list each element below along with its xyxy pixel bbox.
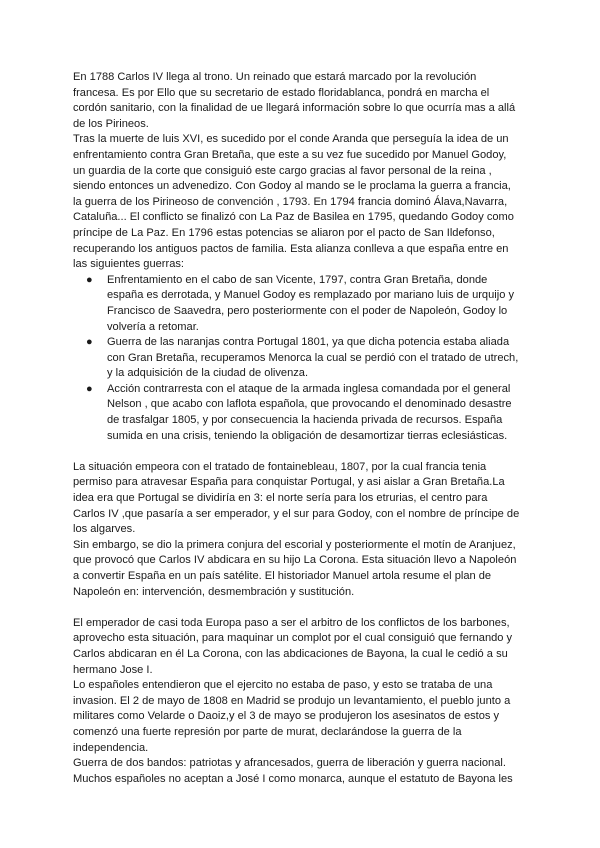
bullet-icon: ● [86,273,93,286]
list-item [83,273,520,335]
bullet-icon: ● [86,382,93,395]
list-item-text: Guerra de las naranjas contra Portugal 1801, ya que dicha potencia estaba aliada con Gran Bretaña, recuperamos Menorca la cual se perdió con el tratado de utrech, y la adquisición de la ciudad de olivenza. [107,336,519,380]
paragraph-fontainebleau: La situación empeora con el tratado de fontainebleau, 1807, por la cual francia tenia permiso para atravesar España para conquistar Portugal, y asi aislar a Gran Bretaña.La idea era que Portugal se dividiría en 3: el norte sería para los etrurias, el centro para Carlos IV ,que pasaría a ser emperador, y el sur para Godoy, con el nombre de príncipe de los algarves. [73,460,520,536]
paragraph-bayona: El emperador de casi toda Europa paso a ser el arbitro de los conflictos de los barbones, aprovecho esta situación, para maquinar un complot por el cual consiguió que fernando y Carlos abdicaran en él La Corona, con las abdicaciones de Bayona, la cual le cedió a su hermano Jose I. [73,616,513,676]
list-item-text: Acción contrarresta con el ataque de la armada inglesa comandada por el general Nelson , que acabo con laflota española, que provocando el denominado desastre de trasfalgar 1805, y por consecuencia la hacienda privada de recursos. España sumida en una crisis, teniendo la obligación de desamortizar tierras eclesiásticas. [107,382,512,442]
paragraph-godoy: Tras la muerte de luis XVI, es sucedido por el conde Aranda que perseguía la idea de un enfrentamiento contra Gran Bretaña, que este a su vez fue sucedido por Manuel Godoy, un guardia de la corte que consiguió este cargo gracias al favor personal de la reina , siendo entonces un advenedizo. Con Godoy al mando se le proclama la guerra a francia, la guerra de los Pirineoso de convención , 1793. En 1794 francia dominó Álava,Navarra, Cataluña... El conflicto se finalizó con La Paz de Basilea en 1795, quedando Godoy como príncipe de La Paz. En 1796 estas potencias se aliaron por el pacto de San Ildefonso, recuperando los antiguos pactos de familia. Esta alianza conlleva a que españa entre en las siguientes guerras: [73,133,514,271]
paragraph-aranjuez: Sin embargo, se dio la primera conjura del escorial y posteriormente el motín de Aranjuez, que provocó que Carlos IV abdicara en su hijo La Corona. Esta situación llevo a Napoleón a convertir España en un país satélite. El historiador Manuel artola resume el plan de Napoleón en: intervención, desmembración y sustitución. [73,538,517,598]
bullet-icon: ● [86,336,93,349]
paragraph-dos-bandos: Guerra de dos bandos: patriotas y afrancesados, guerra de liberación y guerra nacional. Muchos españoles no aceptan a José I como monarca, aunque el estatuto de Bayona les [73,757,513,785]
paragraph-dos-de-mayo: Lo españoles entendieron que el ejercito no estaba de paso, y esto se trataba de una invasion. El 2 de mayo de 1808 en Madrid se produjo un levantamiento, el pueblo junto a militares como Velarde o Daoiz,y el 3 de mayo se produjeron los asesinatos de estos y comenzó una fuerte represión por parte de murat, declarándose la guerra de la independencia. [73,679,511,754]
list-item [83,382,520,444]
paragraph-spacer [73,444,520,460]
list-item-text: Enfrentamiento en el cabo de san Vicente, 1797, contra Gran Bretaña, donde españa es derrotada, y Manuel Godoy es remplazado por mariano luis de urquijo y Francisco de Saavedra, pero posteriormente con el poder de Napoleón, Godoy lo volvería a retomar. [107,273,515,333]
wars-list [73,273,520,445]
paragraph-spacer [73,600,520,616]
paragraph-carlos-iv: En 1788 Carlos IV llega al trono. Un reinado que estará marcado por la revolución francesa. Es por Ello que su secretario de estado floridablanca, pondrá en marcha el cordón sanitario, con la finalidad de ue llegará información sobre lo que ocurría mas a allá de los Pirineos. [73,71,516,130]
list-item [83,335,520,382]
